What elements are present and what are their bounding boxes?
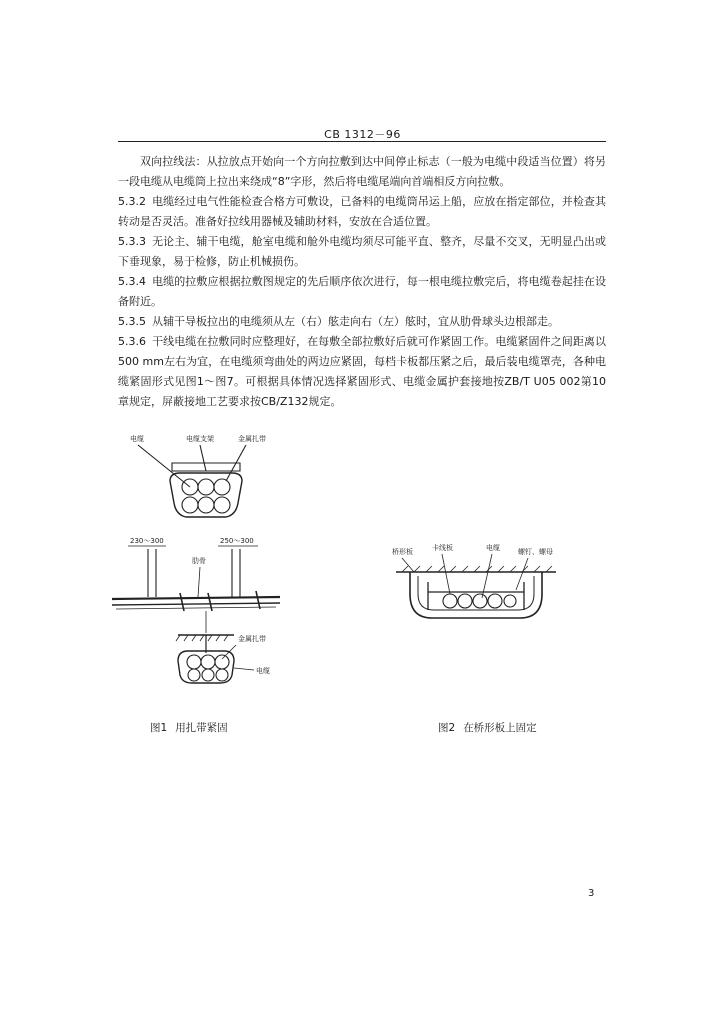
fig1-label-rib: 肋骨 <box>192 557 206 565</box>
paragraph-text: 干线电缆在拉敷同时应整理好，在每敷全部拉敷好后就可作紧固工作。电缆紧固件之间距离以500 mm左右为宜，在电缆须弯曲处的两边应紧固，每档卡板都压紧之后，最后装电缆罩壳，各种电缆紧固形式见图1～图7。可根据具体情况选择紧固形式、电缆金属护套接地按ZB/T U05 002第10章规定，屏蔽接地工艺要求按CB/Z132规定。 <box>118 335 606 408</box>
paragraph-5-3-3 <box>118 232 606 272</box>
figure-2 <box>388 538 564 628</box>
fig2-label-screw-nut: 螺钉、螺母 <box>518 548 553 556</box>
paragraph-text: 双向拉线法：从拉放点开始向一个方向拉敷到达中间停止标志（一般为电缆中段适当位置）将另一段电缆从电缆筒上拉出来绕成“8”字形，然后将电缆尾端向首端相反方向拉敷。 <box>118 155 606 188</box>
paragraph-text: 无论主、辅干电缆，舱室电缆和舱外电缆均须尽可能平直、整齐，尽量不交叉，无明显凸出或下垂现象，易于检修，防止机械损伤。 <box>118 235 606 268</box>
clause-number: 5.3.6 <box>118 335 146 348</box>
body-text <box>118 152 606 412</box>
fig2-label-bridge-plate: 桥形板 <box>392 548 413 556</box>
caption-text: 在桥形板上固定 <box>463 722 537 734</box>
fig1-dim-left: 230～300 <box>130 537 164 545</box>
fig2-label-clamp-plate: 卡线板 <box>432 544 453 552</box>
fig1-label-metal-strap: 金属扎带 <box>238 435 266 443</box>
paragraph-text: 从辅干导板拉出的电缆须从左（右）舷走向右（左）舷时，宜从肋骨球头边根部走。 <box>152 315 559 328</box>
clause-number: 5.3.3 <box>118 235 146 248</box>
fig1-rib-right <box>232 549 240 597</box>
paragraph-double-pull <box>118 152 606 192</box>
paragraph-5-3-5 <box>118 312 606 332</box>
fig2-screws <box>428 582 524 610</box>
fig1-label-cable-bracket: 电缆支架 <box>186 435 214 443</box>
clause-number: 5.3.5 <box>118 315 146 328</box>
caption-number: 图1 <box>150 722 168 734</box>
caption-text: 用扎带紧固 <box>175 722 228 734</box>
header-rule <box>118 141 606 142</box>
fig1-cables-lower <box>187 655 229 681</box>
clause-number: 5.3.2 <box>118 195 146 208</box>
page-number: 3 <box>588 888 595 899</box>
figure-1-caption <box>150 720 228 735</box>
fig2-label-cable: 电缆 <box>486 544 500 552</box>
fig1-cable-run <box>112 597 280 599</box>
paragraph-text: 电缆的拉敷应根据拉敷图规定的先后顺序依次进行，每一根电缆拉敷完后，将电缆卷起挂在设备附近。 <box>118 275 606 308</box>
fig1-label-cable-lower: 电缆 <box>256 667 270 675</box>
figure-2-caption <box>438 720 537 735</box>
fig2-cables <box>443 594 516 608</box>
paragraph-text: 电缆经过电气性能检查合格方可敷设，已备料的电缆筒吊运上船，应放在指定部位，并检查其转动是否灵活。准备好拉线用器械及辅助材料，安放在合适位置。 <box>118 195 606 228</box>
clause-number: 5.3.4 <box>118 275 146 288</box>
fig1-dim-right: 250～300 <box>220 537 254 545</box>
fig1-cables-upper <box>182 479 230 513</box>
caption-number: 图2 <box>438 722 456 734</box>
fig1-label-cable: 电缆 <box>130 435 144 443</box>
paragraph-5-3-6 <box>118 332 606 412</box>
standard-code: CB 1312－96 <box>324 128 401 141</box>
fig1-label-metal-strap-lower: 金属扎带 <box>238 635 266 643</box>
paragraph-5-3-4 <box>118 272 606 312</box>
fig1-rib-left <box>148 549 156 597</box>
paragraph-5-3-2 <box>118 192 606 232</box>
figure-1 <box>108 425 288 705</box>
fig1-leader-cable <box>138 445 190 487</box>
fig1-leader-bracket <box>200 445 206 471</box>
